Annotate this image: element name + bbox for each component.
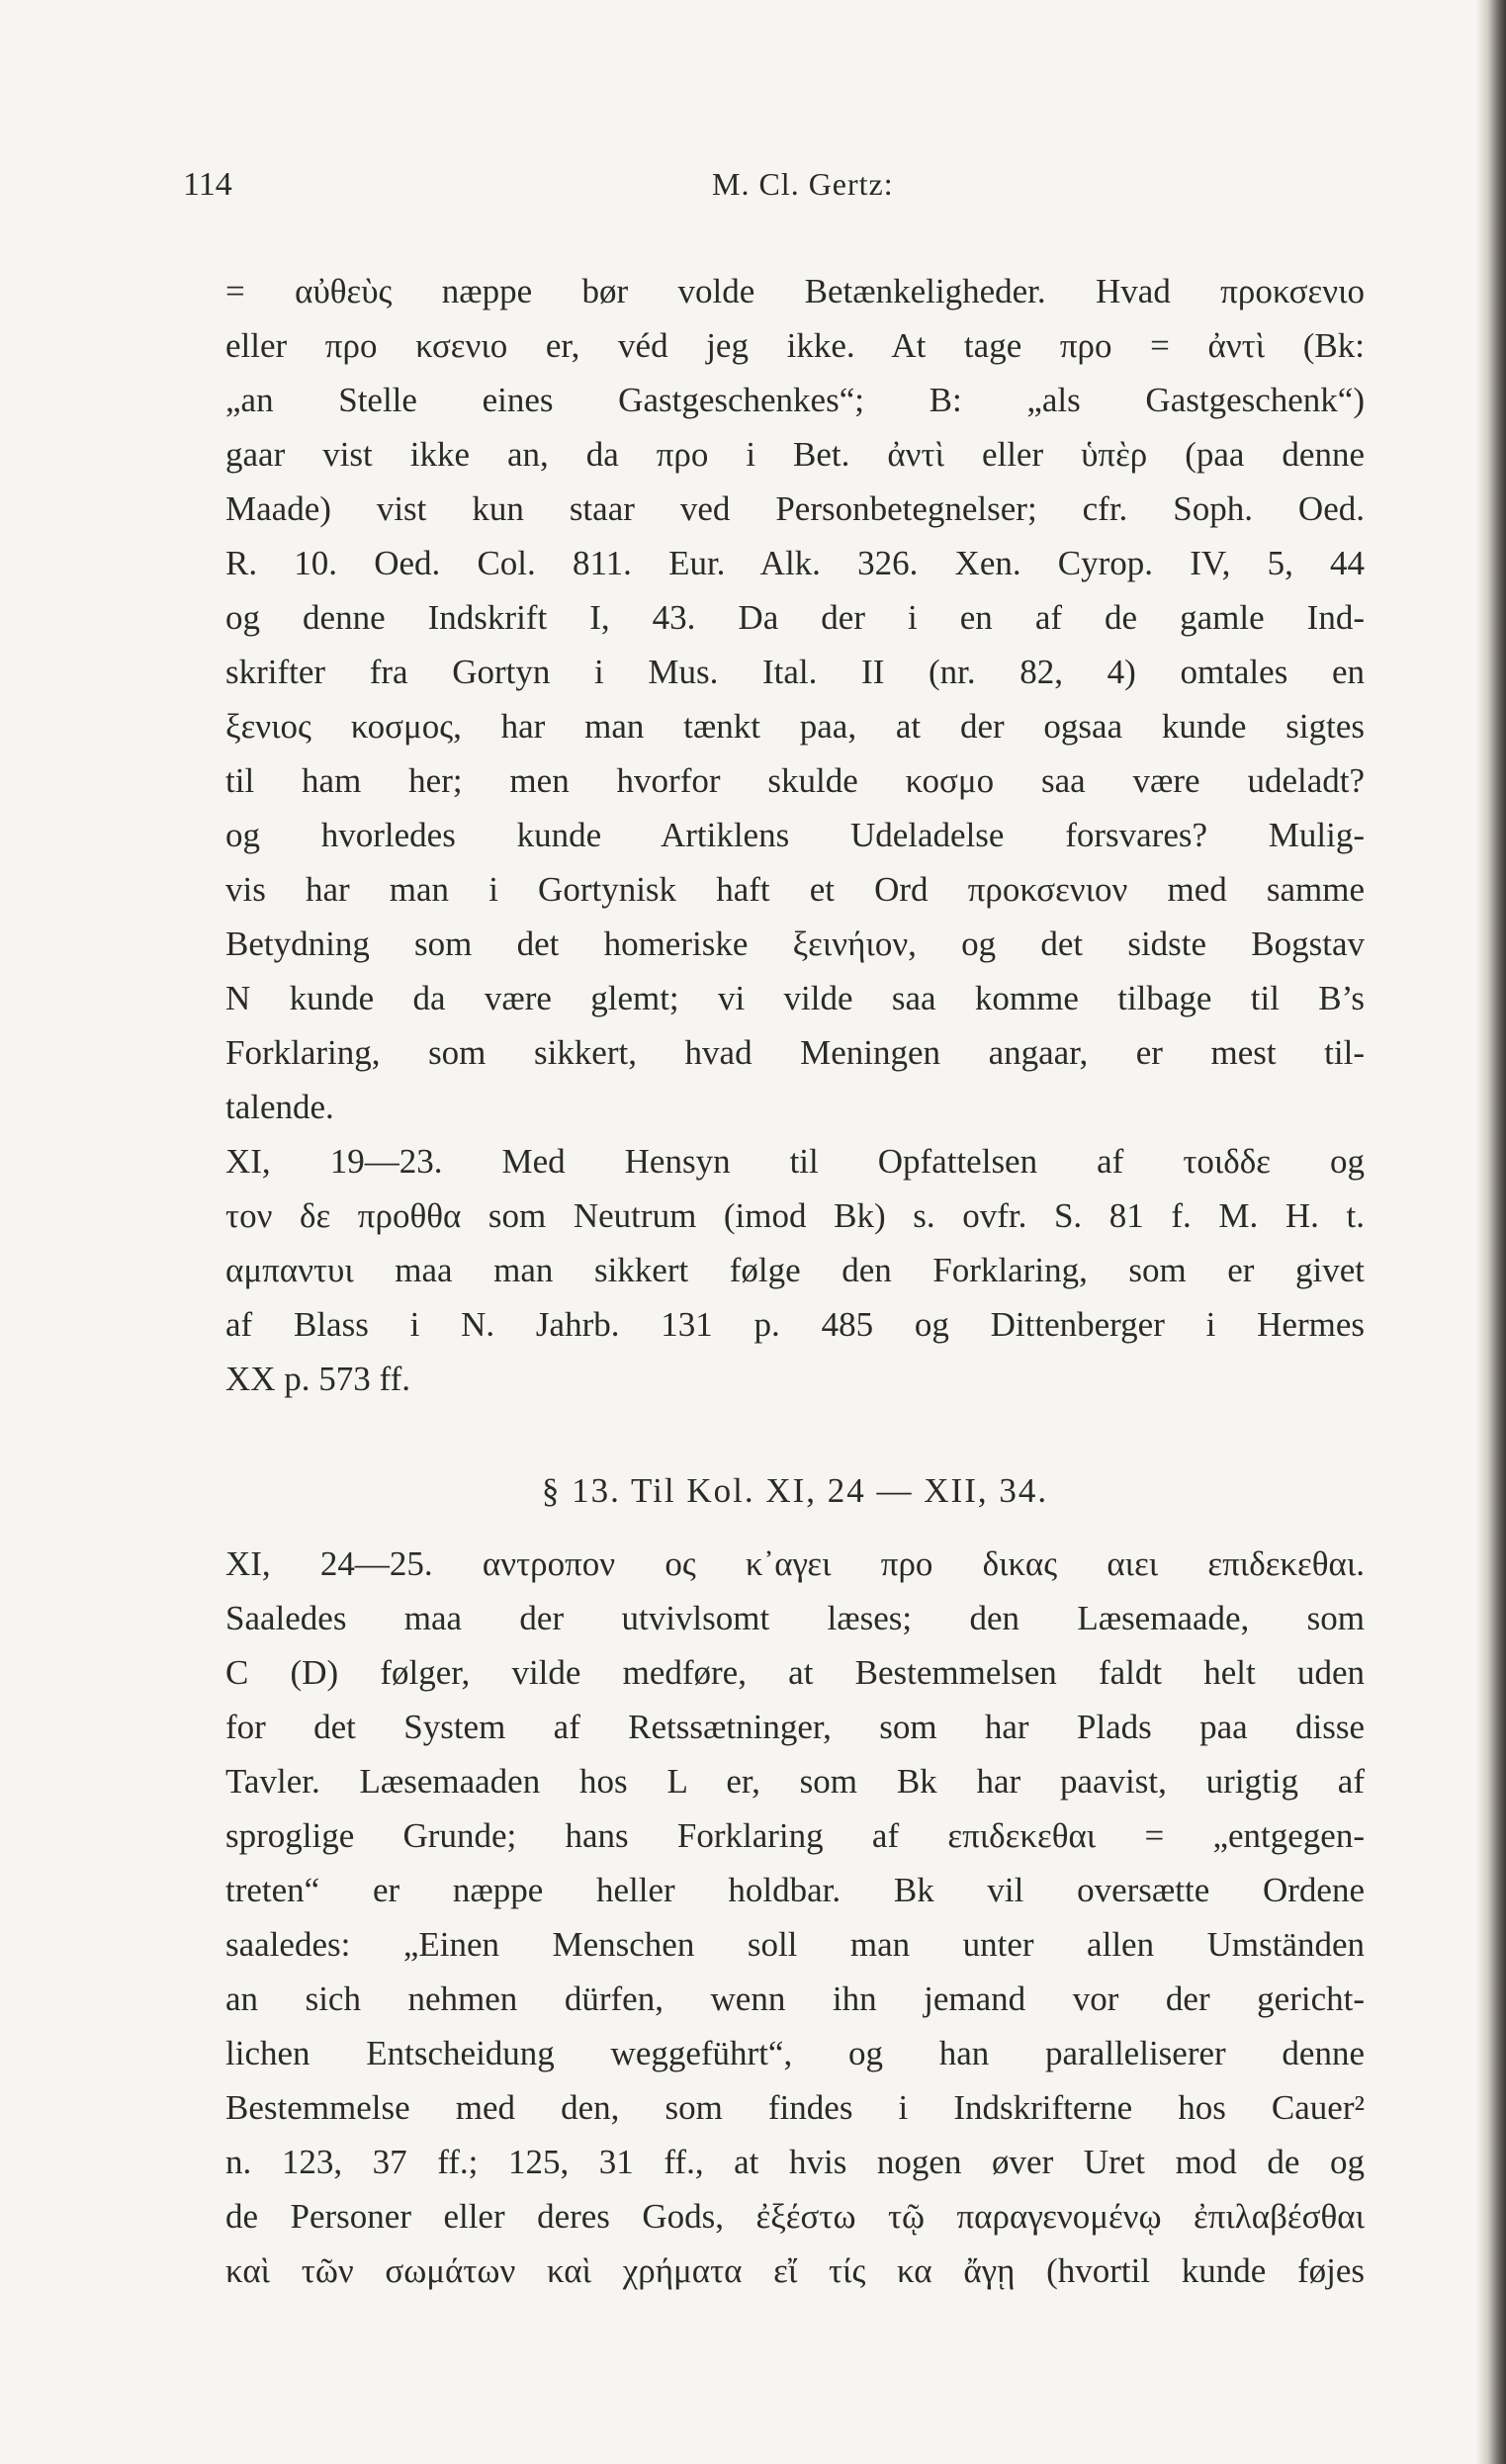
text-line: og hvorledes kunde Artiklens Udeladelse forsvares? Mulig- [225, 816, 1365, 854]
running-title: M. Cl. Gertz: [712, 166, 894, 202]
text-line: XI, 19—23. Med Hensyn til Opfattelsen af τοιδδε og [225, 1142, 1365, 1181]
text-line: C (D) følger, vilde medføre, at Bestemmelsen faldt helt uden [225, 1653, 1365, 1692]
text-line: gaar vist ikke an, da προ i Bet. ἀντὶ eller ὑπὲρ (paa denne [225, 435, 1365, 474]
text-line: talende. [225, 1088, 334, 1126]
text-line: og denne Indskrift I, 43. Da der i en af de gamle Ind- [225, 598, 1365, 637]
text-line: XI, 24—25. αντροπον ος κ᾽αγει προ δικας αιει επιδεκεθαι. [225, 1544, 1365, 1583]
paragraph-2 [225, 1134, 1365, 1406]
text-line: τον δε προθθα som Neutrum (imod Bk) s. ovfr. S. 81 f. M. H. t. [225, 1196, 1365, 1235]
text-line: Tavler. Læsemaaden hos L er, som Bk har paavist, urigtig af [225, 1762, 1365, 1801]
text-line: αμπαντυι maa man sikkert følge den Forklaring, som er givet [225, 1251, 1365, 1289]
text-line: af Blass i N. Jahrb. 131 p. 485 og Dittenberger i Hermes [225, 1305, 1365, 1344]
text-line: saaledes: „Einen Menschen soll man unter allen Umständen [225, 1925, 1365, 1964]
text-line: Maade) vist kun staar ved Personbetegnelser; cfr. Soph. Oed. [225, 489, 1365, 528]
text-line: Forklaring, som sikkert, hvad Meningen angaar, er mest til- [225, 1033, 1365, 1072]
paragraph-1 [225, 264, 1365, 1134]
text-line: Saaledes maa der utvivlsomt læses; den Læsemaade, som [225, 1599, 1365, 1637]
text-line: lichen Entscheidung weggeführt“, og han paralleliserer denne [225, 2034, 1365, 2072]
text-line: eller προ κσενιο er, véd jeg ikke. At tage προ = ἀντὶ (Bk: [225, 326, 1365, 365]
text-line: Betydning som det homeriske ξεινήιον, og det sidste Bogstav [225, 924, 1365, 963]
text-line: XX p. 573 ff. [225, 1360, 410, 1398]
text-line: for det System af Retssætninger, som har Plads paa disse [225, 1708, 1365, 1746]
text-line: Ν kunde da være glemt; vi vilde saa komme tilbage til B’s [225, 979, 1365, 1017]
text-line: καὶ τῶν σωμάτων καὶ χρήματα εἴ τίς κα ἄγῃ (hvortil kunde føjes [225, 2251, 1365, 2290]
text-line: = αὐθεὺς næppe bør volde Betænkeligheder. Hvad προκσενιο [225, 272, 1365, 310]
section-heading: § 13. Til Kol. XI, 24 — XII, 34. [541, 1471, 1049, 1510]
text-line: de Personer eller deres Gods, ἐξέστω τῷ παραγενομένῳ ἐπιλαβέσθαι [225, 2197, 1365, 2236]
text-line: til ham her; men hvorfor skulde κοσμο saa være udeladt? [225, 761, 1365, 800]
text-line: an sich nehmen dürfen, wenn ihn jemand vor der gericht- [225, 1980, 1365, 2018]
text-line: vis har man i Gortynisk haft et Ord προκσενιον med samme [225, 870, 1365, 909]
body-text [225, 264, 1365, 2298]
text-line: R. 10. Oed. Col. 811. Eur. Alk. 326. Xen. Cyrop. IV, 5, 44 [225, 544, 1365, 582]
paragraph-3 [225, 1537, 1365, 2298]
text-line: skrifter fra Gortyn i Mus. Ital. II (nr. 82, 4) omtales en [225, 653, 1365, 691]
text-line: ξενιος κοσμος, har man tænkt paa, at der ogsaa kunde sigtes [225, 707, 1365, 746]
text-line: n. 123, 37 ff.; 125, 31 ff., at hvis nogen øver Uret mod de og [225, 2143, 1365, 2181]
page-number: 114 [183, 166, 232, 203]
text-line: Bestemmelse med den, som findes i Indskrifterne hos Cauer² [225, 2088, 1365, 2127]
section-spacer [225, 1406, 1365, 1446]
running-head [183, 166, 1360, 214]
text-line: „an Stelle eines Gastgeschenkes“; B: „als Gastgeschenk“) [225, 381, 1365, 419]
text-line: sproglige Grunde; hans Forklaring af επιδεκεθαι = „entgegen- [225, 1816, 1365, 1855]
text-line: treten“ er næppe heller holdbar. Bk vil oversætte Ordene [225, 1871, 1365, 1909]
page-binding-edge [1476, 0, 1506, 2464]
